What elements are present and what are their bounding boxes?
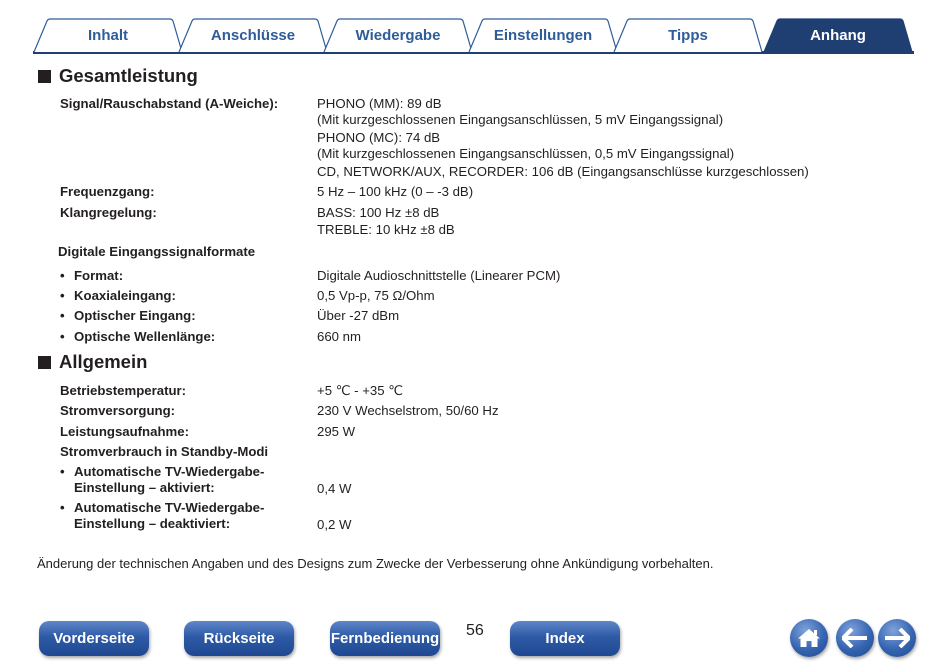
- tab-bar: [0, 0, 950, 56]
- digital-item: • Koaxialeingang:: [60, 288, 176, 303]
- digital-item-value: 660 nm: [317, 329, 361, 344]
- home-icon: [796, 626, 822, 650]
- general-label: Stromversorgung:: [60, 403, 176, 418]
- standby-item-label-line2: Einstellung – deaktiviert:: [74, 516, 231, 531]
- front-panel-button[interactable]: [39, 621, 149, 656]
- tab-einstellungen[interactable]: [468, 18, 618, 52]
- digital-item: • Optischer Eingang:: [60, 308, 196, 323]
- tab-anhang[interactable]: [763, 18, 913, 52]
- tab-tipps-label: Tipps: [668, 26, 708, 44]
- freq-label: Frequenzgang:: [60, 184, 155, 199]
- standby-item-value: 0,2 W: [317, 517, 352, 532]
- standby-item-value: 0,4 W: [317, 481, 352, 496]
- tab-einstellungen-label: Einstellungen: [493, 26, 593, 44]
- standby-item-label-line1: Automatische TV-Wiedergabe-: [74, 500, 265, 515]
- arrow-right-icon: [884, 628, 910, 648]
- tab-anhang-label: Anhang: [810, 26, 866, 44]
- snr-value-2: (Mit kurzgeschlossenen Eingangsanschlüssen, 5 mV Eingangssignal): [317, 112, 724, 127]
- section-title-allgemein: [38, 351, 147, 373]
- next-page-button[interactable]: [878, 619, 916, 657]
- footnote: Änderung der technischen Angaben und des Designs zum Zwecke der Verbesserung ohne Ankündigung vorbehalten.: [37, 556, 714, 571]
- standby-item-label-line1: Automatische TV-Wiedergabe-: [74, 464, 265, 479]
- general-value: 295 W: [317, 424, 356, 439]
- digital-item: • Optische Wellenlänge:: [60, 329, 216, 344]
- remote-control-button-label: Fernbedienung: [330, 630, 440, 647]
- digital-item-label: Optische Wellenlänge:: [74, 329, 216, 344]
- standby-item: • Automatische TV-Wiedergabe- Einstellung – deaktiviert:: [60, 500, 265, 531]
- tab-anschluesse-label: Anschlüsse: [210, 26, 296, 44]
- arrow-left-icon: [842, 628, 868, 648]
- section-square-icon: [38, 356, 51, 369]
- section-title-text: Allgemein: [59, 351, 148, 372]
- tab-wiedergabe[interactable]: [323, 18, 473, 52]
- digital-item-value: Über -27 dBm: [317, 308, 400, 323]
- digital-item-label: Koaxialeingang:: [74, 288, 176, 303]
- digital-item-value: 0,5 Vp-p, 75 Ω/Ohm: [317, 288, 435, 303]
- snr-label: Signal/Rauschabstand (A-Weiche):: [60, 96, 279, 111]
- rear-panel-button[interactable]: [184, 621, 294, 656]
- general-label: Leistungsaufnahme:: [60, 424, 189, 439]
- section-title-gesamtleistung: [38, 65, 198, 87]
- freq-value: 5 Hz – 100 kHz (0 – -3 dB): [317, 184, 474, 199]
- home-button[interactable]: [790, 619, 828, 657]
- digital-formats-heading: Digitale Eingangssignalformate: [58, 244, 256, 259]
- tab-inhalt[interactable]: [33, 18, 183, 52]
- general-value: +5 ℃ - +35 ℃: [317, 383, 404, 398]
- front-panel-button-label: Vorderseite: [53, 630, 135, 647]
- tone-label: Klangregelung:: [60, 205, 157, 220]
- remote-control-button[interactable]: [330, 621, 440, 656]
- general-value: 230 V Wechselstrom, 50/60 Hz: [317, 403, 499, 418]
- section-square-icon: [38, 70, 51, 83]
- standby-item-label-line2: Einstellung – aktiviert:: [74, 480, 215, 495]
- snr-value-4: (Mit kurzgeschlossenen Eingangsanschlüssen, 0,5 mV Eingangssignal): [317, 146, 735, 161]
- index-button[interactable]: [510, 621, 620, 656]
- digital-item-label: Format:: [74, 268, 124, 283]
- tab-inhalt-label: Inhalt: [88, 26, 128, 44]
- tone-value-treble: TREBLE: 10 kHz ±8 dB: [317, 222, 455, 237]
- page-number: 56: [466, 622, 484, 639]
- tab-tipps[interactable]: [613, 18, 763, 52]
- tone-value-bass: BASS: 100 Hz ±8 dB: [317, 205, 440, 220]
- general-label: Betriebstemperatur:: [60, 383, 187, 398]
- digital-item: • Format:: [60, 268, 124, 283]
- digital-item-label: Optischer Eingang:: [74, 308, 196, 323]
- standby-item: • Automatische TV-Wiedergabe- Einstellung – aktiviert:: [60, 464, 265, 495]
- snr-value-1: PHONO (MM): 89 dB: [317, 96, 442, 111]
- snr-value-5: CD, NETWORK/AUX, RECORDER: 106 dB (Eingangsanschlüsse kurzgeschlossen): [317, 164, 809, 179]
- tab-wiedergabe-label: Wiedergabe: [355, 26, 441, 44]
- standby-label: Stromverbrauch in Standby-Modi: [60, 444, 269, 459]
- rear-panel-button-label: Rückseite: [203, 630, 275, 647]
- index-button-label: Index: [545, 630, 585, 647]
- previous-page-button[interactable]: [836, 619, 874, 657]
- digital-item-value: Digitale Audioschnittstelle (Linearer PCM): [317, 268, 561, 283]
- tab-anschluesse[interactable]: [178, 18, 328, 52]
- snr-value-3: PHONO (MC): 74 dB: [317, 130, 441, 145]
- section-title-text: Gesamtleistung: [59, 65, 198, 86]
